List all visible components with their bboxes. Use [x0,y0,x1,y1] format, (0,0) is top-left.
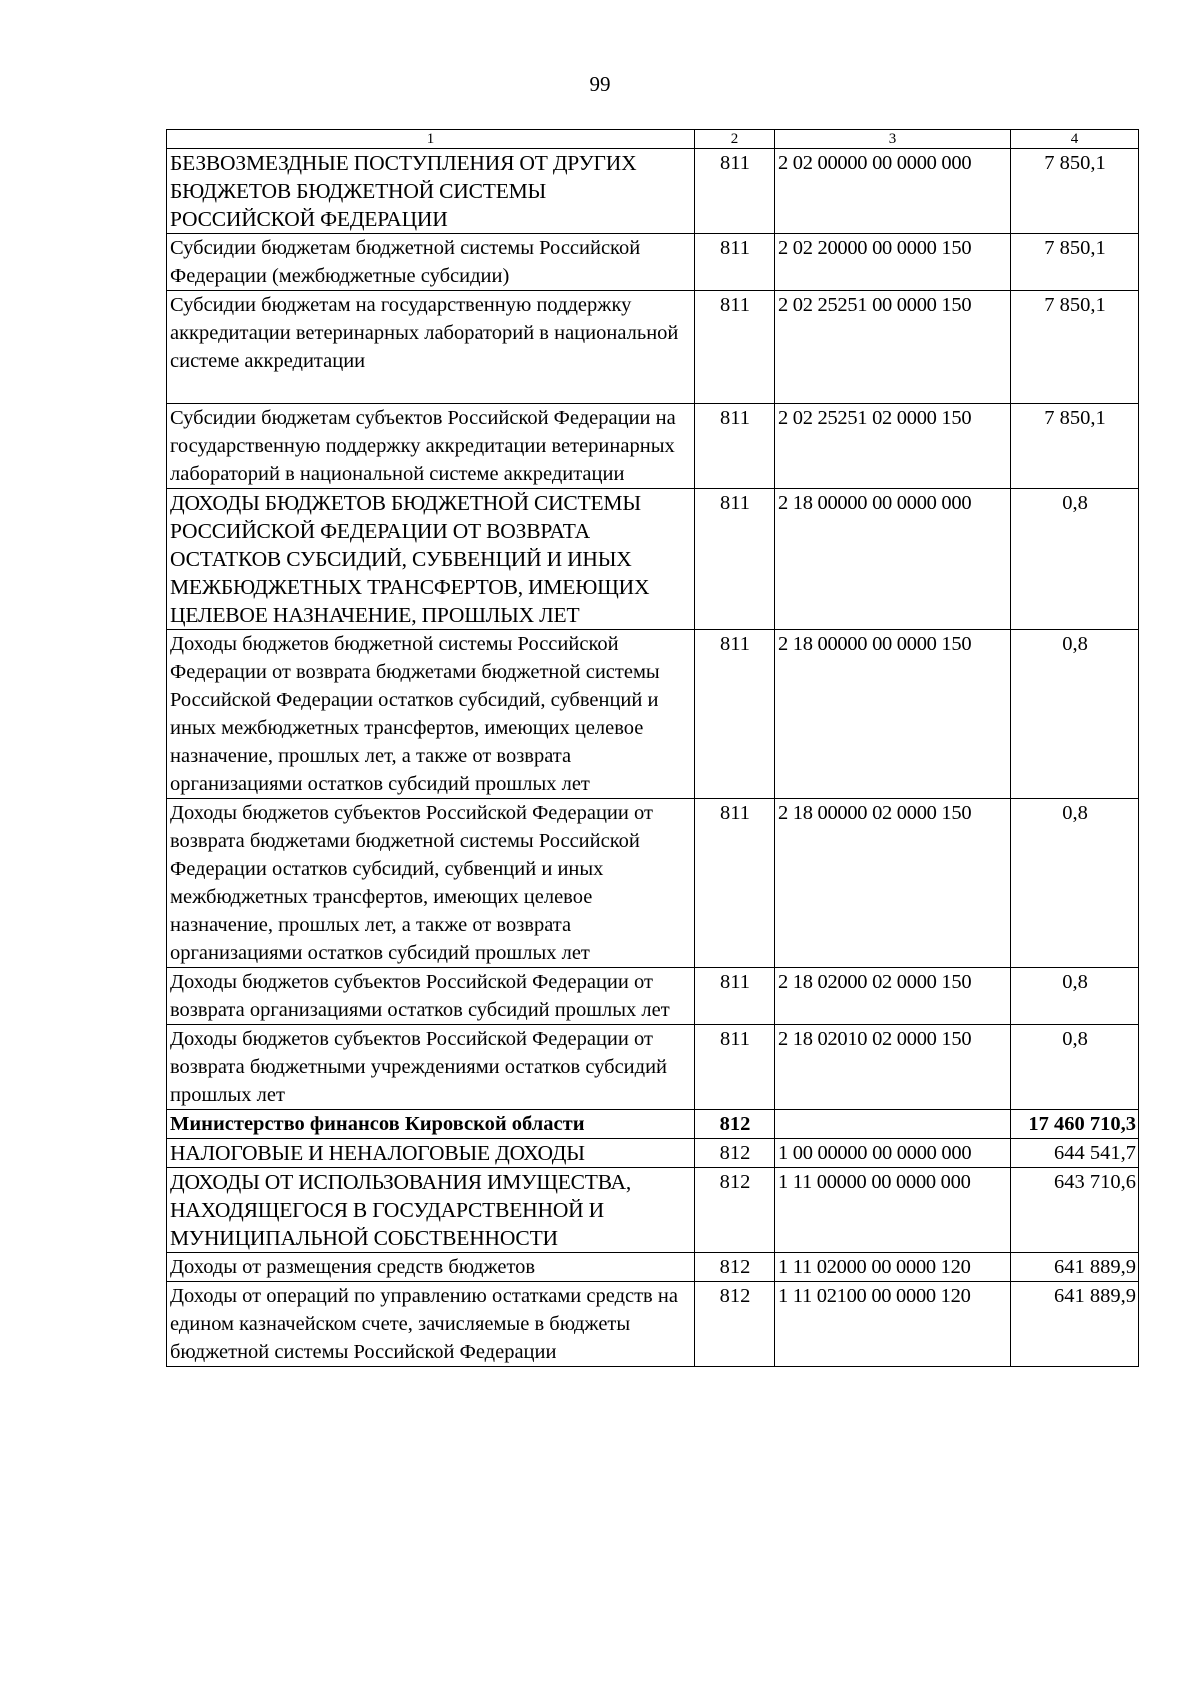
row-amount: 7 850,1 [1011,404,1139,489]
row-amount: 0,8 [1011,489,1139,630]
row-admin-code: 811 [695,234,775,291]
row-classification-code: 1 11 00000 00 0000 000 [775,1168,1011,1253]
table-row [167,968,1139,1025]
table-row [167,404,1139,489]
row-name: Доходы бюджетов субъектов Российской Федерации от возврата организациями остатков субсидий прошлых лет [167,968,695,1025]
row-admin-code: 812 [695,1110,775,1139]
row-amount: 641 889,9 [1011,1282,1139,1367]
row-name: Министерство финансов Кировской области [167,1110,695,1139]
row-classification-code: 2 18 00000 00 0000 000 [775,489,1011,630]
table-row [167,1253,1139,1282]
page-number: 99 [589,72,611,96]
row-amount: 0,8 [1011,799,1139,968]
table-row [167,1282,1139,1367]
row-admin-code: 811 [695,968,775,1025]
row-admin-code: 811 [695,404,775,489]
row-amount: 0,8 [1011,968,1139,1025]
row-classification-code: 2 02 25251 00 0000 150 [775,291,1011,404]
row-classification-code: 2 18 00000 02 0000 150 [775,799,1011,968]
table-row [167,234,1139,291]
row-name: БЕЗВОЗМЕЗДНЫЕ ПОСТУПЛЕНИЯ ОТ ДРУГИХ БЮДЖЕТОВ БЮДЖЕТНОЙ СИСТЕМЫ РОССИЙСКОЙ ФЕДЕРАЦИИ [167,149,695,234]
table-row [167,799,1139,968]
table-header-row [167,130,1139,149]
row-amount: 0,8 [1011,1025,1139,1110]
row-name: Субсидии бюджетам бюджетной системы Российской Федерации (межбюджетные субсидии) [167,234,695,291]
row-name: Доходы от размещения средств бюджетов [167,1253,695,1282]
row-admin-code: 811 [695,291,775,404]
column-header-code: 3 [775,130,1011,149]
row-name: ДОХОДЫ ОТ ИСПОЛЬЗОВАНИЯ ИМУЩЕСТВА, НАХОДЯЩЕГОСЯ В ГОСУДАРСТВЕННОЙ И МУНИЦИПАЛЬНОЙ СОБСТВЕННОСТИ [167,1168,695,1253]
table-row-ministry [167,1110,1139,1139]
row-classification-code: 2 18 02000 02 0000 150 [775,968,1011,1025]
table-row [167,1025,1139,1110]
row-classification-code: 1 00 00000 00 0000 000 [775,1139,1011,1168]
row-amount: 7 850,1 [1011,234,1139,291]
table-row [167,291,1139,404]
table-row [167,149,1139,234]
table-row [167,1139,1139,1168]
row-amount: 7 850,1 [1011,149,1139,234]
table-row [167,1168,1139,1253]
row-classification-code: 2 02 20000 00 0000 150 [775,234,1011,291]
row-admin-code: 811 [695,149,775,234]
row-amount: 0,8 [1011,630,1139,799]
table-row [167,489,1139,630]
row-classification-code: 1 11 02100 00 0000 120 [775,1282,1011,1367]
row-classification-code: 2 02 25251 02 0000 150 [775,404,1011,489]
row-name: НАЛОГОВЫЕ И НЕНАЛОГОВЫЕ ДОХОДЫ [167,1139,695,1168]
row-name: ДОХОДЫ БЮДЖЕТОВ БЮДЖЕТНОЙ СИСТЕМЫ РОССИЙСКОЙ ФЕДЕРАЦИИ ОТ ВОЗВРАТА ОСТАТКОВ СУБСИДИЙ, СУБВЕНЦИЙ И ИНЫХ МЕЖБЮДЖЕТНЫХ ТРАНСФЕРТОВ, ИМЕЮЩИХ ЦЕЛЕВОЕ НАЗНАЧЕНИЕ, ПРОШЛЫХ ЛЕТ [167,489,695,630]
row-admin-code: 812 [695,1253,775,1282]
row-admin-code: 812 [695,1168,775,1253]
row-admin-code: 811 [695,489,775,630]
row-name: Доходы бюджетов субъектов Российской Федерации от возврата бюджетными учреждениями остатков субсидий прошлых лет [167,1025,695,1110]
row-admin-code: 811 [695,1025,775,1110]
row-name: Доходы от операций по управлению остатками средств на едином казначейском счете, зачисляемые в бюджеты бюджетной системы Российской Федерации [167,1282,695,1367]
row-amount: 644 541,7 [1011,1139,1139,1168]
row-classification-code: 1 11 02000 00 0000 120 [775,1253,1011,1282]
row-amount: 641 889,9 [1011,1253,1139,1282]
column-header-admin: 2 [695,130,775,149]
row-classification-code: 2 02 00000 00 0000 000 [775,149,1011,234]
budget-revenue-table [166,129,1139,1367]
table-row [167,630,1139,799]
row-admin-code: 812 [695,1139,775,1168]
row-admin-code: 811 [695,799,775,968]
row-admin-code: 812 [695,1282,775,1367]
row-amount: 17 460 710,3 [1011,1110,1139,1139]
row-name: Субсидии бюджетам на государственную поддержку аккредитации ветеринарных лабораторий в национальной системе аккредитации [167,291,695,404]
row-name: Доходы бюджетов субъектов Российской Федерации от возврата бюджетами бюджетной системы Российской Федерации остатков субсидий, субвенций и иных межбюджетных трансфертов, имеющих целевое назначение, прошлых лет, а также от возврата организациями остатков субсидий прошлых лет [167,799,695,968]
row-classification-code: 2 18 02010 02 0000 150 [775,1025,1011,1110]
row-name: Субсидии бюджетам субъектов Российской Федерации на государственную поддержку аккредитации ветеринарных лабораторий в национальной системе аккредитации [167,404,695,489]
column-header-name: 1 [167,130,695,149]
row-admin-code: 811 [695,630,775,799]
row-classification-code: 2 18 00000 00 0000 150 [775,630,1011,799]
row-amount: 7 850,1 [1011,291,1139,404]
row-classification-code [775,1110,1011,1139]
row-name: Доходы бюджетов бюджетной системы Российской Федерации от возврата бюджетами бюджетной системы Российской Федерации остатков субсидий, субвенций и иных межбюджетных трансфертов, имеющих целевое назначение, прошлых лет, а также от возврата организациями остатков субсидий прошлых лет [167,630,695,799]
row-amount: 643 710,6 [1011,1168,1139,1253]
column-header-amount: 4 [1011,130,1139,149]
